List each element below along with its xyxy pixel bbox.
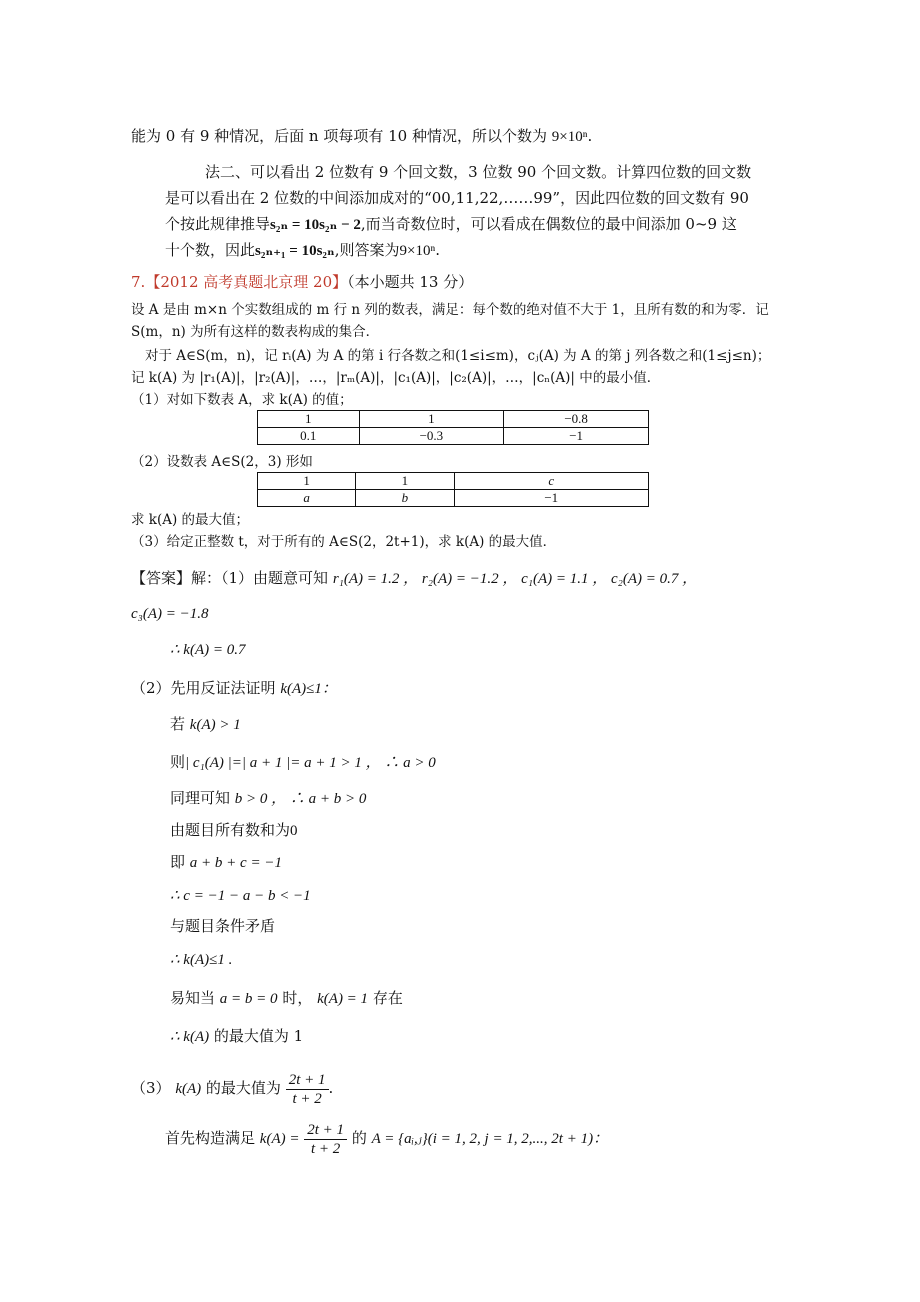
problem-statement: 记 k(A) 为 |r₁(A)|，|r₂(A)|，…，|rₘ(A)|，|c₁(A)|，|c₂(A)|，…，|cₙ(A)| 中的最小值． [131,370,661,386]
paragraph-text: 十个数，因此 [165,241,256,259]
table-1 [257,410,649,445]
fraction-denominator: t + 2 [311,1140,341,1157]
paragraph-text: 由题目所有数和为 [170,821,291,839]
math-expression: k(A)≤1： [280,681,337,697]
paragraph-text: 能为 0 有 9 种情况，后面 n 项每项有 10 种情况，所以个数为 [131,127,547,145]
table-cell: −0.8 [504,411,649,428]
table-cell: c [454,473,649,490]
answer-line [170,714,241,735]
table-2 [257,472,649,507]
table-cell: 1 [356,473,454,490]
table-cell: −1 [504,428,649,445]
fraction-numerator: 2t + 1 [304,1121,347,1140]
math-expression: a + b + c = −1 [189,855,282,871]
table-cell: 1 [258,411,360,428]
fraction-denominator: t + 2 [292,1090,322,1107]
paragraph-text: 的最大值为 1 [213,1027,304,1045]
method2-line: 法二、可以看出 2 位数有 9 个回文数，3 位数 90 个回文数。计算四位数的回文数 [205,163,752,181]
paragraph-text: 即 [170,853,186,871]
answer-line [165,1118,608,1159]
problem-statement: 对于 A∈S(m，n)，记 rᵢ(A) 为 A 的第 i 行各数之和(1≤i≤m)，cⱼ(A) 为 A 的第 j 列各数之和(1≤j≤n)； [145,348,771,364]
math-expression: r₁(A) = 1.2 ， r₂(A) = −1.2 ， c₁(A) = 1.1 ， c₂(A) = 0.7 ， [332,571,698,587]
question-1: （1）对如下数表 A，求 k(A) 的值； [131,392,353,408]
answer-label: 【答案】 [131,569,192,587]
paragraph-text: 同理可知 [170,789,231,807]
problem-number: 7. [131,273,146,291]
answer-line [131,678,337,699]
math-expression: ∴ c = −1 − a − b < −1 [170,888,311,904]
table-cell: −0.3 [359,428,504,445]
table-row [258,490,649,507]
method2-line: 是可以看出在 2 位数的中间添加成对的“00,11,22,……99”，因此四位数的回文数有 90 [165,189,749,207]
problem-source: 【2012 高考真题北京理 20】 [145,273,348,291]
method2-line [165,214,737,235]
answer-line [170,820,298,841]
math-expression: ∴ k(A) = 0.7 [170,642,246,658]
paragraph-text: 解：（1）由题意可知 [191,569,329,587]
answer-line [170,752,436,773]
math-expression: b > 0 ， ∴ a + b > 0 [234,791,367,807]
text-line: 能为 0 有 9 种情况，后面 n 项每项有 10 种情况，所以个数为 9×10ⁿ. [131,127,593,145]
math-expression: 9×10ⁿ [399,243,436,259]
answer-line [170,788,366,809]
paragraph-text: （2）先用反证法证明 [131,679,276,697]
math-expression: k(A) = 1 [317,991,369,1007]
paragraph-text: （3） [131,1079,171,1097]
math-expression: a = b = 0 [219,991,278,1007]
paragraph-text: 个按此规律推导 [165,215,271,233]
fraction-numerator: 2t + 1 [286,1071,329,1090]
answer-line [170,1026,303,1047]
paragraph-text: 若 [170,715,186,733]
paragraph-text: 首先构造满足 [165,1129,256,1147]
paragraph-text: 易知当 [170,989,216,1007]
table-cell: 1 [359,411,504,428]
paragraph-text: ,而当奇数位时，可以看成在偶数位的最中间添加 0~9 这 [360,215,737,233]
answer-line [131,568,697,589]
question-2: （2）设数表 A∈S(2，3) 形如 [131,454,313,470]
math-expression: k(A) = [259,1131,300,1147]
answer-line [170,852,282,873]
math-expression: | c₁(A) |=| a + 1 |= a + 1 > 1 ， ∴ a > 0 [185,755,436,771]
math-expression: ∴ k(A) [170,1029,210,1045]
problem-header [131,272,473,292]
fraction [304,1121,347,1158]
table-row [258,473,649,490]
paragraph-text: 则 [170,753,186,771]
math-expression: c₃(A) = −1.8 [131,606,209,622]
fraction [286,1071,329,1108]
problem-points: （本小题共 13 分） [347,273,474,291]
table-cell: −1 [454,490,649,507]
math-expression: ∴ k(A)≤1 . [170,952,233,968]
paragraph-text: 时， [282,989,313,1007]
table-cell: b [356,490,454,507]
table-row [258,428,649,445]
answer-line [170,988,403,1009]
question-2b: 求 k(A) 的最大值； [131,512,250,528]
math-expression: 0 [290,823,298,839]
problem-statement: 设 A 是由 m×n 个实数组成的 m 行 n 列的数表，满足：每个数的绝对值不大于 1，且所有数的和为零．记 [131,302,769,318]
table-cell: 0.1 [258,428,360,445]
paragraph-text: 存在 [372,989,403,1007]
math-expression: A = {aᵢ,ⱼ}(i = 1, 2, j = 1, 2,..., 2t + 1)： [371,1131,609,1147]
problem-statement: S(m，n) 为所有这样的数表构成的集合． [131,324,380,340]
paragraph-text: 的最大值为 [205,1079,281,1097]
math-expression: k(A) [175,1081,202,1097]
math-expression: k(A) > 1 [189,717,241,733]
math-formula: s₂ₙ = 10s₂ₙ − 2 [270,217,361,233]
method2-line: 十个数，因此s₂ₙ₊₁ = 10s₂ₙ,则答案为9×10ⁿ. [165,241,440,259]
math-expression: 9×10ⁿ [551,129,588,145]
table-cell: 1 [258,473,356,490]
table-row [258,411,649,428]
paragraph-text: 的 [351,1129,367,1147]
table-cell: a [258,490,356,507]
paragraph-text: 与题目条件矛盾 [170,917,276,935]
answer-line: （3） k(A) 的最大值为 $\frac{2t + 1}{t + 2}$ . [131,1071,334,1107]
question-3: （3）给定正整数 t，对于所有的 A∈S(2，2t+1)，求 k(A) 的最大值． [131,534,557,550]
math-formula: s₂ₙ₊₁ = 10s₂ₙ [255,243,335,259]
paragraph-text: ,则答案为 [334,241,400,259]
